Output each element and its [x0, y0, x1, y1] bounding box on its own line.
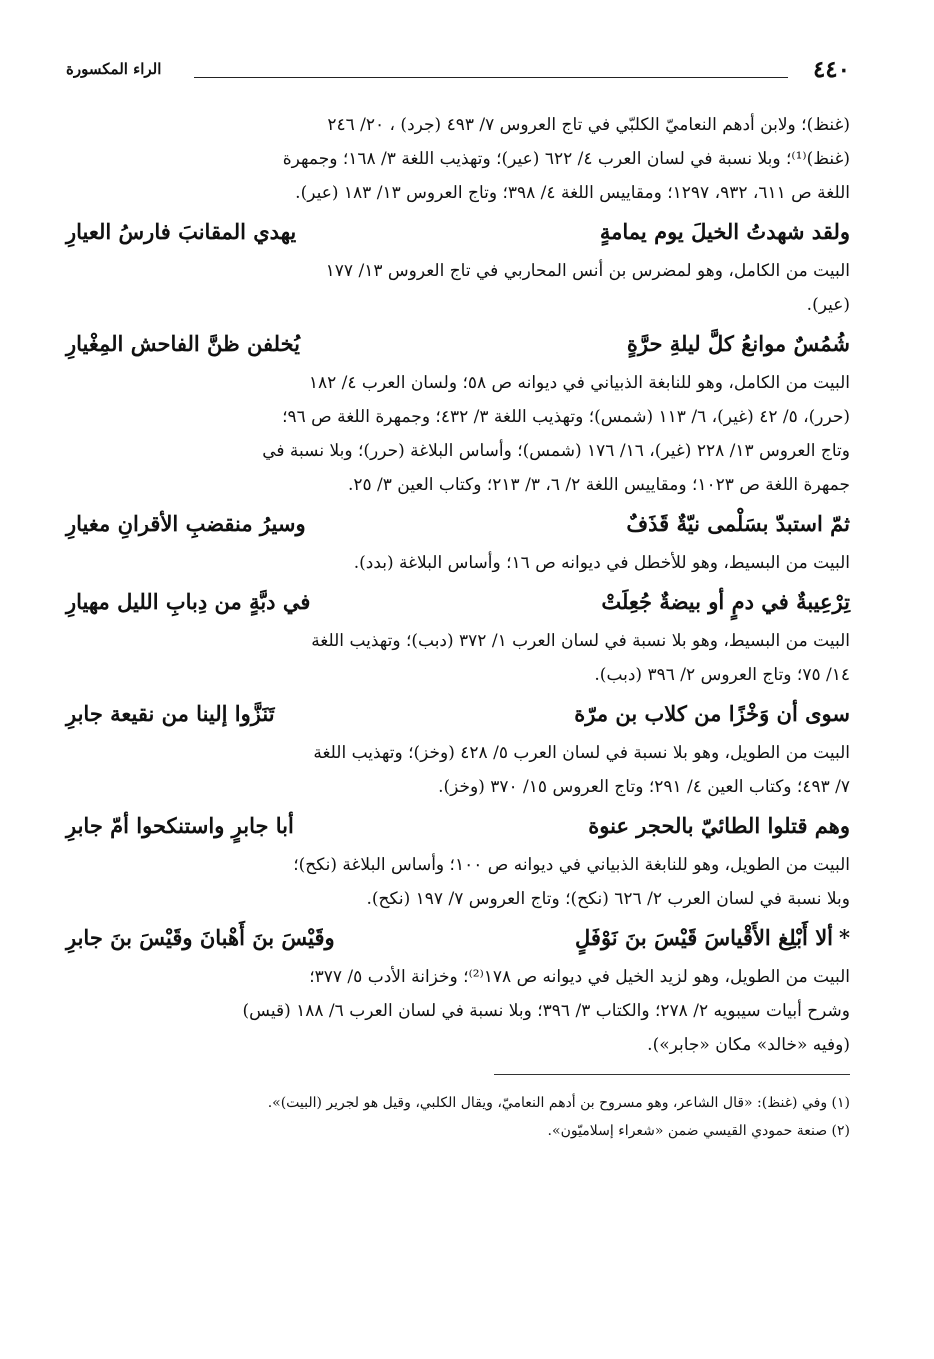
- verse-line: [66, 580, 850, 624]
- footnote-separator: [494, 1074, 850, 1075]
- commentary-line: البيت من الطويل، وهو للنابغة الذبياني في ديوانه ص ١٠٠؛ وأساس البلاغة (نكح)؛: [293, 855, 850, 875]
- verse-first-hemistich-text: ألا أَبْلِغ الأَقْياسَ قَيْسَ بنَ نَوْفَلٍ: [575, 925, 834, 950]
- commentary-line: البيت من الكامل، وهو للنابغة الذبياني في ديوانه ص ٥٨؛ ولسان العرب ٤/ ١٨٢: [308, 373, 850, 393]
- verse-first-hemistich: شُمُسٌ موانعُ كلَّ ليلةِ حرَّةٍ: [626, 331, 850, 356]
- verse-first-hemistich: ثمّ استبدّ بسَلْمى نيّةٌ قَذَفٌ: [626, 511, 850, 536]
- commentary-line: (وفيه «خالد» مكان «جابر»).: [647, 1035, 850, 1055]
- footnote: (١) وفي (غنظ): «قال الشاعر، وهو مسروح بن أدهم النعاميّ، ويقال الكلبي، وقيل هو لجرير (البيت)».: [267, 1095, 850, 1111]
- commentary-line: ١٤/ ٧٥؛ وتاج العروس ٢/ ٣٩٦ (دبب).: [594, 665, 850, 685]
- verse-line: [66, 916, 850, 960]
- text-line: (غنظ)⁽¹⁾؛ وبلا نسبة في لسان العرب ٤/ ٦٢٢ (عير)؛ وتهذيب اللغة ٣/ ١٦٨؛ وجمهرة: [282, 149, 850, 169]
- verse-line: [66, 210, 850, 254]
- verse-line: [66, 692, 850, 736]
- commentary-line: البيت من الطويل، وهو بلا نسبة في لسان العرب ٥/ ٤٢٨ (وخز)؛ وتهذيب اللغة: [313, 743, 850, 763]
- commentary-line: وشرح أبيات سيبويه ٢/ ٢٧٨؛ والكتاب ٣/ ٣٩٦؛ وبلا نسبة في لسان العرب ٦/ ١٨٨ (قيس): [242, 1001, 850, 1021]
- verse-line: [66, 804, 850, 848]
- verse-line: [66, 322, 850, 366]
- verse-first-hemistich: ولقد شهدتُ الخيلَ يوم يمامةٍ: [599, 219, 850, 244]
- verse-second-hemistich: يُخلفن ظنَّ الفاحش المِغْيارِ: [66, 331, 300, 356]
- running-title: الراء المكسورة: [66, 60, 162, 78]
- page: [66, 54, 850, 1145]
- commentary-line: (عير).: [806, 295, 850, 315]
- commentary-line: (حرر)، ٥/ ٤٢ (غير)، ٦/ ١١٣ (شمس)؛ وتهذيب اللغة ٣/ ٤٣٢؛ وجمهرة اللغة ص ٩٦؛: [282, 407, 850, 427]
- verse-second-hemistich: وسيرُ منقضبِ الأقرانِ مغيارِ: [66, 511, 306, 536]
- verse-second-hemistich: وقَيْسَ بنَ أَهْبانَ وقَيْسَ بنَ جابرِ: [66, 925, 335, 950]
- verse-second-hemistich: أبا جابرٍ واستنكحوا أمّ جابرِ: [66, 813, 294, 838]
- footnote: (٢) صنعة حمودي القيسي ضمن «شعراء إسلاميّون».: [547, 1123, 850, 1139]
- verse-first-hemistich: سوى أن وَخْزًا من كلاب بن مرّة: [574, 701, 850, 726]
- intro-paragraph: [66, 108, 850, 210]
- header-rule: [194, 77, 788, 78]
- verse-entry: [66, 322, 850, 502]
- verse-entry: [66, 804, 850, 916]
- commentary-line: البيت من الطويل، وهو لزيد الخيل في ديوانه ص ١٧٨⁽²⁾؛ وخزانة الأدب ٥/ ٣٧٧؛: [309, 967, 850, 987]
- commentary-line: جمهرة اللغة ص ١٠٢٣؛ ومقاييس اللغة ٢/ ٦، ٣/ ٢١٣؛ وكتاب العين ٣/ ٢٥.: [347, 475, 850, 495]
- verse-entry: [66, 502, 850, 580]
- verse-second-hemistich: يهدي المقانبَ فارسُ العيارِ: [66, 219, 297, 244]
- asterisk-marker: *: [839, 925, 850, 950]
- commentary-line: وبلا نسبة في لسان العرب ٢/ ٦٢٦ (نكح)؛ وتاج العروس ٧/ ١٩٧ (نكح).: [366, 889, 850, 909]
- page-header: [66, 54, 850, 88]
- commentary-line: البيت من البسيط، وهو للأخطل في ديوانه ص ١٦؛ وأساس البلاغة (بدد).: [353, 553, 850, 573]
- commentary-line: البيت من البسيط، وهو بلا نسبة في لسان العرب ١/ ٣٧٢ (دبب)؛ وتهذيب اللغة: [311, 631, 850, 651]
- verse-entry: [66, 580, 850, 692]
- commentary-line: البيت من الكامل، وهو لمضرس بن أنس المحاربي في تاج العروس ١٣/ ١٧٧: [325, 261, 850, 281]
- page-number: ٤٤٠: [812, 56, 850, 83]
- verse-entry: [66, 692, 850, 804]
- verse-entry: [66, 210, 850, 322]
- verse-second-hemistich: تَنَزَّوا إلينا من نقيعة جابرِ: [66, 701, 275, 726]
- page-body: [66, 108, 850, 1145]
- verse-entry: [66, 916, 850, 1062]
- text-line: (غنظ)؛ ولابن أدهم النعاميّ الكلبّي في تاج العروس ٧/ ٤٩٣ (جرد) ، ٢٠/ ٢٤٦: [327, 115, 850, 135]
- verse-first-hemistich: تِرْعِيبةٌ في دمٍ أو بيضةٌ جُعِلَتْ: [601, 589, 850, 614]
- verse-line: [66, 502, 850, 546]
- verse-first-hemistich: [575, 916, 850, 960]
- text-line: اللغة ص ٦١١، ٩٣٢، ١٢٩٧؛ ومقاييس اللغة ٤/ ٣٩٨؛ وتاج العروس ١٣/ ١٨٣ (عير).: [295, 183, 850, 203]
- commentary-line: وتاج العروس ١٣/ ٢٢٨ (غير)، ١٦/ ١٧٦ (شمس)؛ وأساس البلاغة (حرر)؛ وبلا نسبة في: [262, 441, 850, 461]
- verse-second-hemistich: في دبَّةٍ من دِبابِ الليل مهيارِ: [66, 589, 311, 614]
- commentary-line: ٧/ ٤٩٣؛ وكتاب العين ٤/ ٢٩١؛ وتاج العروس ١٥/ ٣٧٠ (وخز).: [438, 777, 850, 797]
- verse-first-hemistich: وهم قتلوا الطائيّ بالحجر عنوة: [588, 813, 850, 838]
